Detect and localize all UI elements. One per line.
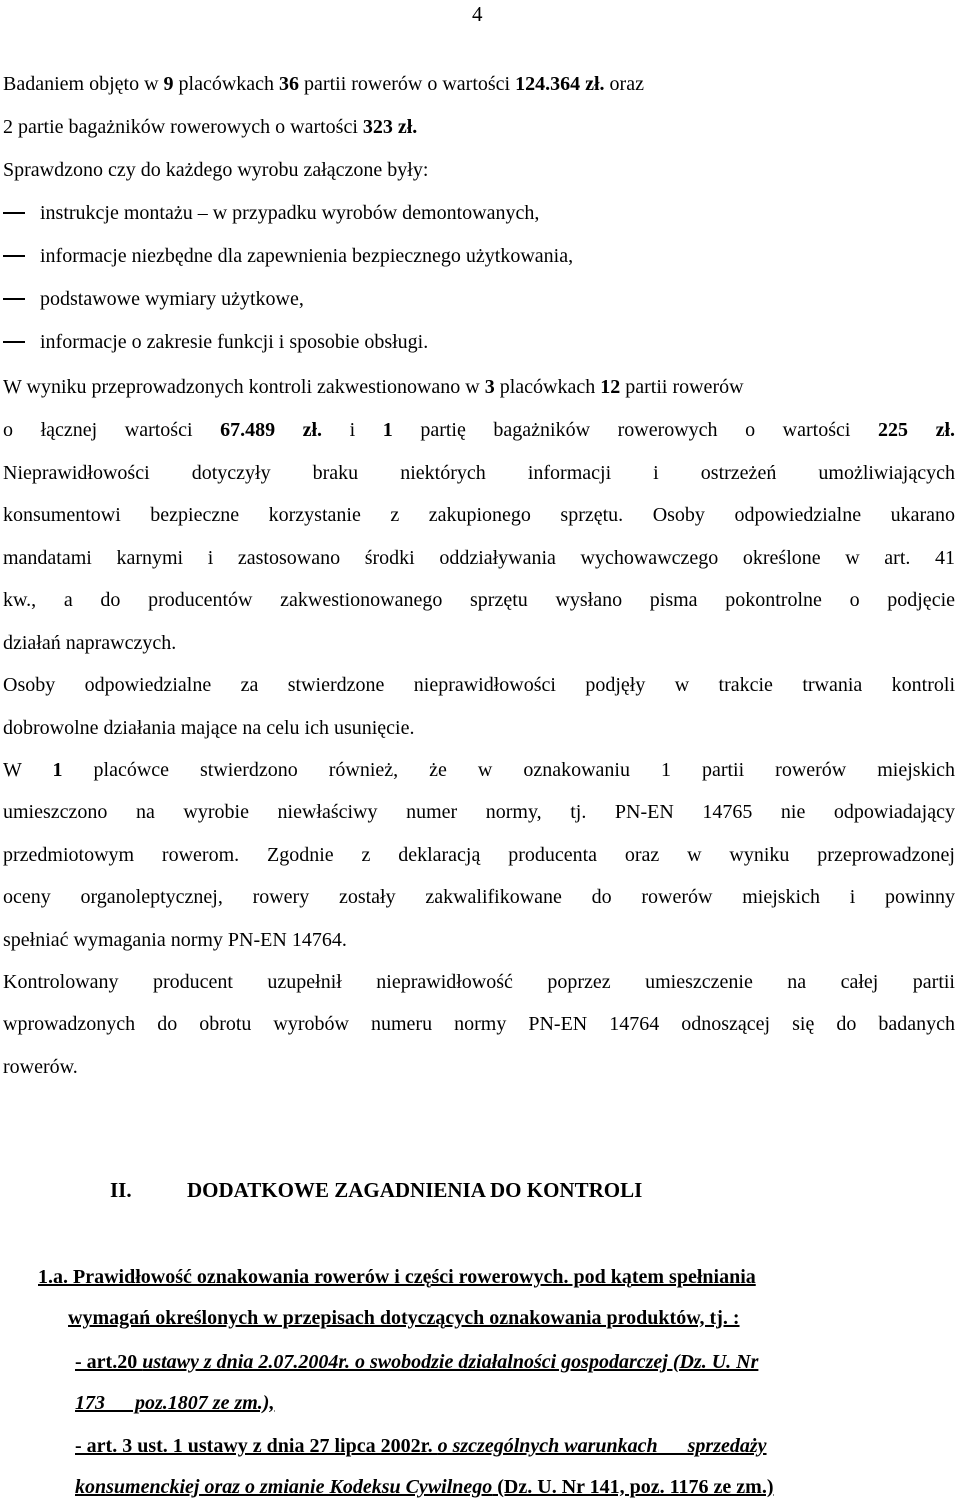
- paragraph-3-line-1: Osoby odpowiedzialne za stwierdzone nieprawidłowości podjęły w trakcie trwania kontroli: [3, 674, 955, 696]
- legal-reference-2-cont: konsumenckiej oraz o zmianie Kodeksu Cywilnego (Dz. U. Nr 141, poz. 1176 ze zm.): [75, 1476, 774, 1498]
- paragraph-2-line-5: mandatami karnymi i zastosowano środki oddziaływania wychowawczego określone w art. 41: [3, 547, 955, 569]
- intro-text: Sprawdzono czy do każdego wyrobu załączone były:: [3, 159, 429, 181]
- paragraph-5-line-2: wprowadzonych do obrotu wyrobów numeru normy PN-EN 14764 odnoszącej się do badanych: [3, 1013, 955, 1035]
- paragraph-1-line-2: 2 partie bagażników rowerowych o wartości 323 zł.: [3, 116, 418, 138]
- paragraph-4-line-3: przedmiotowym rowerom. Zgodnie z deklaracją producenta oraz w wyniku przeprowadzonej: [3, 844, 955, 866]
- section-title: DODATKOWE ZAGADNIENIA DO KONTROLI: [187, 1178, 643, 1202]
- list-dash-icon: [3, 255, 25, 257]
- paragraph-4-line-1: W 1 placówce stwierdzono również, że w oznakowaniu 1 partii rowerów miejskich: [3, 759, 956, 781]
- subsection-heading-line-2: wymagań określonych w przepisach dotyczących oznakowania produktów, tj. :: [68, 1307, 740, 1329]
- legal-reference-1-cont: 173 poz.1807 ze zm.),: [75, 1392, 275, 1414]
- list-dash-icon: [3, 341, 25, 343]
- paragraph-5-line-1: Kontrolowany producent uzupełnił nieprawidłowość poprzez umieszczenie na całej partii: [3, 971, 955, 993]
- paragraph-2-line-3: Nieprawidłowości dotyczyły braku niektórych informacji i ostrzeżeń umożliwiających: [3, 462, 955, 484]
- paragraph-4-line-5: spełniać wymagania normy PN-EN 14764.: [3, 929, 347, 951]
- subsection-heading-line-1: 1.a. Prawidłowość oznakowania rowerów i części rowerowych. pod kątem spełniania: [38, 1266, 756, 1288]
- list-item: informacje niezbędne dla zapewnienia bezpiecznego użytkowania,: [40, 245, 574, 267]
- list-item: podstawowe wymiary użytkowe,: [40, 288, 304, 310]
- section-number: II.: [110, 1178, 132, 1202]
- page-number: 4: [472, 2, 483, 26]
- list-dash-icon: [3, 298, 25, 300]
- paragraph-2-line-7: działań naprawczych.: [3, 632, 177, 654]
- list-dash-icon: [3, 212, 25, 214]
- list-item: instrukcje montażu – w przypadku wyrobów demontowanych,: [40, 202, 540, 224]
- paragraph-2-line-1: W wyniku przeprowadzonych kontroli zakwestionowano w 3 placówkach 12 partii rowerów: [3, 376, 744, 398]
- paragraph-1-line-1: Badaniem objęto w 9 placówkach 36 partii rowerów o wartości 124.364 zł. oraz: [3, 73, 644, 95]
- paragraph-4-line-2: umieszczono na wyrobie niewłaściwy numer normy, tj. PN-EN 14765 nie odpowiadający: [3, 801, 955, 823]
- list-item: informacje o zakresie funkcji i sposobie obsługi.: [40, 331, 429, 353]
- legal-reference-1: - art.20 ustawy z dnia 2.07.2004r. o swobodzie działalności gospodarczej (Dz. U. Nr: [75, 1351, 759, 1373]
- paragraph-2-line-6: kw., a do producentów zakwestionowanego sprzętu wysłano pisma pokontrolne o podjęcie: [3, 589, 955, 611]
- legal-reference-2: - art. 3 ust. 1 ustawy z dnia 27 lipca 2002r. o szczególnych warunkach sprzedaży: [75, 1435, 767, 1457]
- paragraph-3-line-2: dobrowolne działania mające na celu ich usunięcie.: [3, 717, 415, 739]
- paragraph-4-line-4: oceny organoleptycznej, rowery zostały zakwalifikowane do rowerów miejskich i powinny: [3, 886, 955, 908]
- paragraph-2-line-4: konsumentowi bezpieczne korzystanie z zakupionego sprzętu. Osoby odpowiedzialne ukarano: [3, 504, 955, 526]
- paragraph-2-line-2: o łącznej wartości 67.489 zł. i 1 partię bagażników rowerowych o wartości 225 zł.: [3, 419, 955, 441]
- paragraph-5-line-3: rowerów.: [3, 1056, 78, 1078]
